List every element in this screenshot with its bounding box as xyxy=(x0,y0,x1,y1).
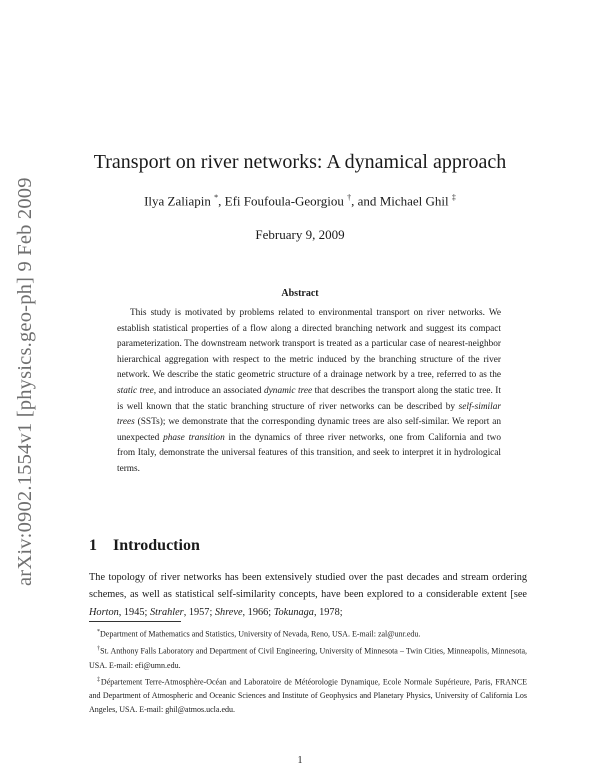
author-list xyxy=(0,193,600,209)
author-conjunction: and xyxy=(357,193,377,209)
citation-link[interactable]: Tokunaga xyxy=(273,606,314,618)
footnote-mark: * xyxy=(97,629,100,635)
author-footnote-mark[interactable]: * xyxy=(214,193,219,202)
page-number: 1 xyxy=(297,755,303,766)
citation-link[interactable]: Strahler xyxy=(149,606,184,618)
section-heading xyxy=(89,537,200,555)
footnote xyxy=(89,674,527,716)
author-name: Efi Foufoula-Georgiou xyxy=(224,193,344,209)
footnote-mark: ‡ xyxy=(97,677,101,684)
abstract-run: , and introduce an associated xyxy=(153,385,265,396)
author-name: Ilya Zaliapin xyxy=(144,193,211,209)
abstract-emphasis: static tree xyxy=(117,385,154,396)
author-footnote-mark[interactable]: † xyxy=(347,193,352,202)
paper-date: February 9, 2009 xyxy=(255,227,345,242)
abstract-run: in the dynamics of three river networks, one from California and two from Italy, demonstrate the universal features of this transition, and seek to interpret it in hydrological terms. xyxy=(117,432,501,474)
footnote-text: St. Anthony Falls Laboratory and Department of Civil Engineering, University of Minnesota – Twin Cities, Minneapolis, Minnesota, USA. E-mail: efi@umn.edu. xyxy=(89,646,527,670)
footnote-rule xyxy=(89,621,181,622)
arxiv-stamp: arXiv:0902.1554v1 [physics.geo-ph] 9 Feb 2009 xyxy=(14,177,36,586)
citation-link[interactable]: Horton xyxy=(89,606,119,618)
section-title: Introduction xyxy=(113,537,200,554)
paper-title: Transport on river networks: A dynamical approach xyxy=(93,151,507,173)
intro-paragraph xyxy=(89,569,527,621)
abstract-run: that describes the transport along the static tree. It is well known that the static branching structure of river networks can be described by xyxy=(117,385,501,412)
footnote-text: Département Terre-Atmosphère-Océan and Laboratoire de Météorologie Dynamique, Ecole Normale Supérieure, Paris, FRANCE and Department of Atmospheric and Oceanic Sciences and Institute of Geophysics and Planetary Physics, University of California Los Angeles, USA. E-mail: ghil@atmos.ucla.edu. xyxy=(89,677,527,714)
intro-run: , 1978; xyxy=(313,606,343,618)
abstract-emphasis: dynamic tree xyxy=(264,385,313,396)
abstract-emphasis: phase transition xyxy=(163,432,225,443)
abstract-run: (SSTs); we demonstrate that the corresponding dynamic trees are also self-similar. We report an unexpected xyxy=(117,417,501,443)
abstract-heading: Abstract xyxy=(281,288,319,299)
footnote-mark: † xyxy=(97,646,101,653)
intro-run: , 1945; xyxy=(118,606,150,618)
intro-run: , 1957; xyxy=(183,606,215,618)
abstract-text xyxy=(117,306,501,478)
intro-run: The topology of river networks has been extensively studied over the past decades and stream ordering schemes, as well as statistical self-similarity concepts, have been explored to a considerable extent [see xyxy=(89,572,527,601)
footnote-text: Department of Mathematics and Statistics, University of Nevada, Reno, USA. E-mail: zal@unr.edu. xyxy=(100,629,421,639)
author-footnote-mark[interactable]: ‡ xyxy=(451,193,456,202)
section-number: 1 xyxy=(89,537,97,554)
author-name: Michael Ghil xyxy=(379,193,449,209)
intro-run: , 1966; xyxy=(242,606,274,618)
author-separator: , xyxy=(351,193,355,209)
footnote xyxy=(89,643,527,672)
abstract-emphasis: self-similar trees xyxy=(117,401,501,428)
abstract-run: This study is motivated by problems related to environmental transport on river networks. We establish statistical properties of a flow along a directed branching network and suggest its compact parameterization. The downstream network transport is treated as a particular case of nearest-neighbor hierarchical aggregation with respect to the metric induced by the branching structure of the river network. We describe the static geometric structure of a drainage network by a tree, referred to as the xyxy=(117,308,501,381)
footnote xyxy=(89,626,527,641)
citation-link[interactable]: Shreve xyxy=(214,606,243,618)
author-separator: , xyxy=(218,193,222,209)
footnotes xyxy=(89,626,527,719)
